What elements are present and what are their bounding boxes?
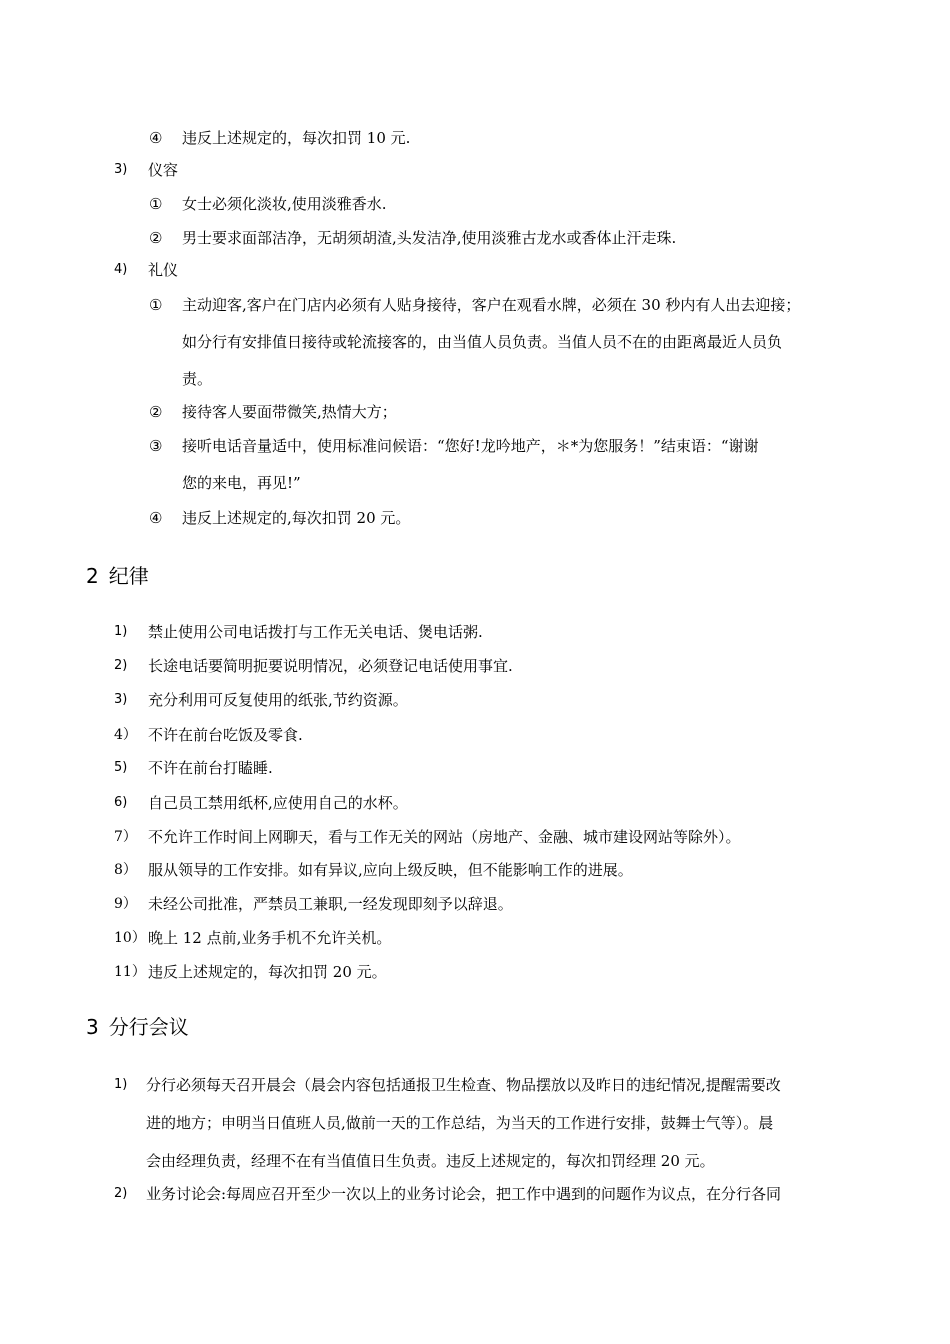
list-item-text-line: 进的地方；申明当日值班人员,做前一天的工作总结，为当天的工作进行安排，鼓舞士气等）。晨 bbox=[146, 1114, 774, 1132]
section-title: 纪律 bbox=[108, 564, 149, 588]
list-item-text-line: 主动迎客,客户在门店内必须有人贴身接待，客户在观看水牌，必须在 30 秒内有人出去迎接； bbox=[182, 296, 801, 314]
list-marker: 11） bbox=[114, 964, 146, 980]
list-marker: ① bbox=[149, 296, 163, 314]
section-heading-discipline bbox=[86, 562, 149, 590]
list-marker: ② bbox=[149, 229, 163, 247]
list-item-text: 未经公司批准，严禁员工兼职,一经发现即刻予以辞退。 bbox=[148, 895, 513, 913]
section-title: 分行会议 bbox=[108, 1015, 189, 1039]
list-item-text-line: 责。 bbox=[182, 370, 213, 388]
section-number: 3 bbox=[86, 1015, 99, 1039]
list-marker: 2) bbox=[114, 1186, 128, 1201]
list-marker: 7） bbox=[114, 829, 137, 845]
list-item-text: 自己员工禁用纸杯,应使用自己的水杯。 bbox=[148, 794, 408, 812]
list-marker: ① bbox=[149, 195, 163, 213]
list-item-text: 不许在前台打瞌睡. bbox=[148, 759, 273, 777]
list-marker: ③ bbox=[149, 437, 163, 455]
list-marker: 1) bbox=[114, 1077, 128, 1092]
list-item-text-line: 会由经理负责，经理不在有当值值日生负责。违反上述规定的，每次扣罚经理 20 元。 bbox=[146, 1152, 715, 1170]
section-number: 2 bbox=[86, 564, 99, 588]
list-item-text: 充分利用可反复使用的纸张,节约资源。 bbox=[148, 691, 408, 709]
list-marker: 5) bbox=[114, 760, 128, 775]
list-item-text: 服从领导的工作安排。如有异议,应向上级反映，但不能影响工作的进展。 bbox=[148, 861, 633, 879]
list-marker: 8） bbox=[114, 862, 137, 878]
list-item-text: 违反上述规定的，每次扣罚 20 元。 bbox=[148, 963, 387, 981]
list-marker: 4) bbox=[114, 262, 128, 277]
list-item-text: 禁止使用公司电话拨打与工作无关电话、煲电话粥. bbox=[148, 623, 483, 641]
section-heading-branch-meeting bbox=[86, 1013, 189, 1041]
list-item-text: 女士必须化淡妆,使用淡雅香水. bbox=[182, 195, 387, 213]
list-marker: 9） bbox=[114, 896, 137, 912]
list-item-text: 接待客人要面带微笑,热情大方； bbox=[182, 403, 397, 421]
list-item-text: 长途电话要简明扼要说明情况，必须登记电话使用事宜. bbox=[148, 657, 513, 675]
subheading: 礼仪 bbox=[148, 261, 179, 279]
subheading: 仪容 bbox=[148, 161, 179, 179]
list-item-text: 违反上述规定的,每次扣罚 20 元。 bbox=[182, 509, 411, 527]
list-marker: 4） bbox=[114, 727, 137, 743]
list-item-text-line: 接听电话音量适中，使用标准问候语：“您好!龙吟地产，＊*为您服务！”结束语：“谢谢 bbox=[182, 437, 759, 455]
list-marker: 2) bbox=[114, 658, 128, 673]
list-item-text-line: 业务讨论会:每周应召开至少一次以上的业务讨论会，把工作中遇到的问题作为议点，在分行各同 bbox=[146, 1185, 782, 1203]
list-marker: 1) bbox=[114, 624, 128, 639]
list-item-text: 不允许工作时间上网聊天，看与工作无关的网站（房地产、金融、城市建设网站等除外）。 bbox=[148, 828, 741, 846]
list-marker: 3) bbox=[114, 692, 128, 707]
list-marker: 6) bbox=[114, 795, 128, 810]
list-marker: 3) bbox=[114, 162, 128, 177]
list-item-text-line: 分行必须每天召开晨会（晨会内容包括通报卫生检查、物品摆放以及昨日的违纪情况,提醒需要改 bbox=[146, 1076, 781, 1094]
list-marker: ④ bbox=[149, 509, 163, 527]
list-marker: ② bbox=[149, 403, 163, 421]
list-item-text: 不许在前台吃饭及零食. bbox=[148, 726, 303, 744]
list-item-text: 违反上述规定的，每次扣罚 10 元. bbox=[182, 129, 411, 147]
list-marker: 10） bbox=[114, 930, 146, 946]
list-item-text-line: 如分行有安排值日接待或轮流接客的，由当值人员负责。当值人员不在的由距离最近人员负 bbox=[182, 333, 783, 351]
list-marker: ④ bbox=[149, 129, 163, 147]
list-item-text: 晚上 12 点前,业务手机不允许关机。 bbox=[148, 929, 392, 947]
list-item-text: 男士要求面部洁净，无胡须胡渣,头发洁净,使用淡雅古龙水或香体止汗走珠. bbox=[182, 229, 677, 247]
list-item-text-line: 您的来电，再见!” bbox=[182, 474, 301, 492]
